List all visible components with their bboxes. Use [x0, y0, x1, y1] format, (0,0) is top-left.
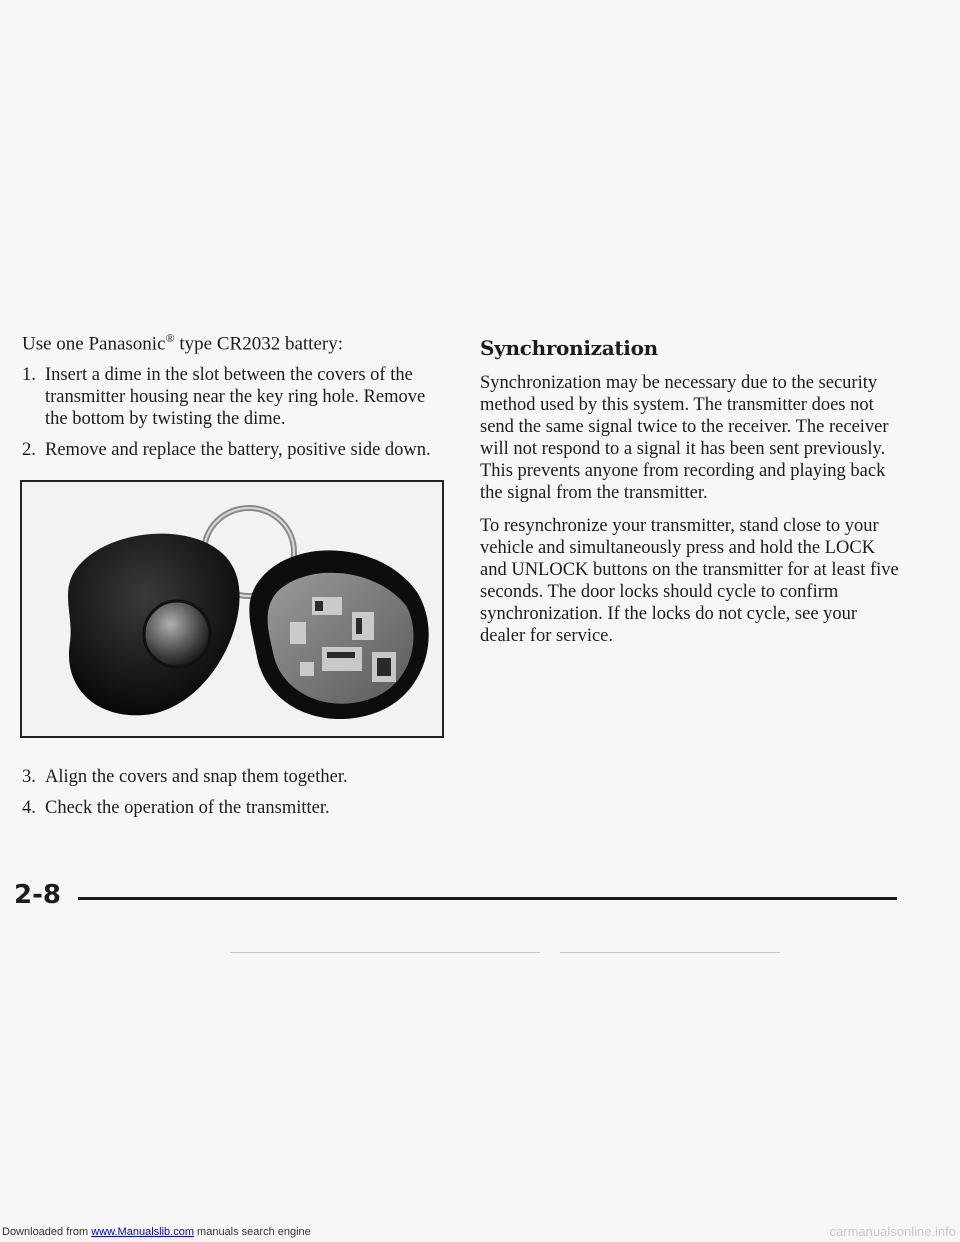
footer-prefix: Downloaded from	[2, 1226, 92, 1238]
step-text: Remove and replace the battery, positive side down.	[45, 440, 431, 461]
scan-line	[230, 952, 540, 953]
battery-intro	[22, 326, 452, 356]
download-notice	[2, 1222, 311, 1242]
step-number: 1.	[22, 365, 36, 386]
list-item	[22, 766, 452, 788]
step-text: Insert a dime in the slot between the covers of the transmitter housing near the key ring hole. Remove the bottom by twisting the dime.	[45, 365, 426, 430]
paragraph: To resynchronize your transmitter, stand close to your vehicle and simultaneously press and hold the LOCK and UNLOCK buttons on the transmitter for at least five seconds. The door locks should cycle to confirm synchronization. If the locks do not cycle, see your dealer for service.	[480, 516, 899, 646]
step-number: 2.	[22, 440, 36, 461]
transmitter-photo	[20, 480, 444, 738]
list-item	[22, 797, 452, 819]
step-number: 3.	[22, 767, 36, 787]
step-text: Check the operation of the transmitter.	[45, 798, 330, 818]
page-rule	[78, 897, 897, 900]
paragraph: Synchronization may be necessary due to the security method used by this system. The transmitter does not send the same signal twice to the receiver. The receiver will not respond to a signal it has been sent previously. This prevents anyone from recording and playing back the signal from the transmitter.	[480, 373, 889, 503]
intro-text: Use one Panasonic	[22, 333, 166, 355]
left-column	[22, 326, 452, 470]
step-number: 4.	[22, 798, 36, 818]
section-heading: Synchronization	[480, 336, 658, 360]
registered-mark: ®	[165, 331, 175, 345]
footer-suffix: manuals search engine	[193, 1226, 311, 1238]
page-number: 2-8	[14, 880, 61, 910]
left-column-continued	[22, 766, 452, 828]
step-text: Align the covers and snap them together.	[45, 767, 348, 787]
transmitter-illustration	[22, 482, 442, 736]
manualslib-link[interactable]: www.Manualslib.com	[91, 1226, 194, 1238]
battery-steps-continued	[22, 766, 452, 819]
footer	[0, 1222, 960, 1242]
list-item	[22, 439, 452, 461]
right-column	[480, 336, 900, 658]
scan-line	[560, 952, 780, 953]
watermark: carmanualsonline.info	[829, 1224, 956, 1239]
battery-steps	[22, 364, 452, 461]
list-item	[22, 364, 452, 430]
intro-text-end: type CR2032 battery:	[174, 333, 343, 355]
